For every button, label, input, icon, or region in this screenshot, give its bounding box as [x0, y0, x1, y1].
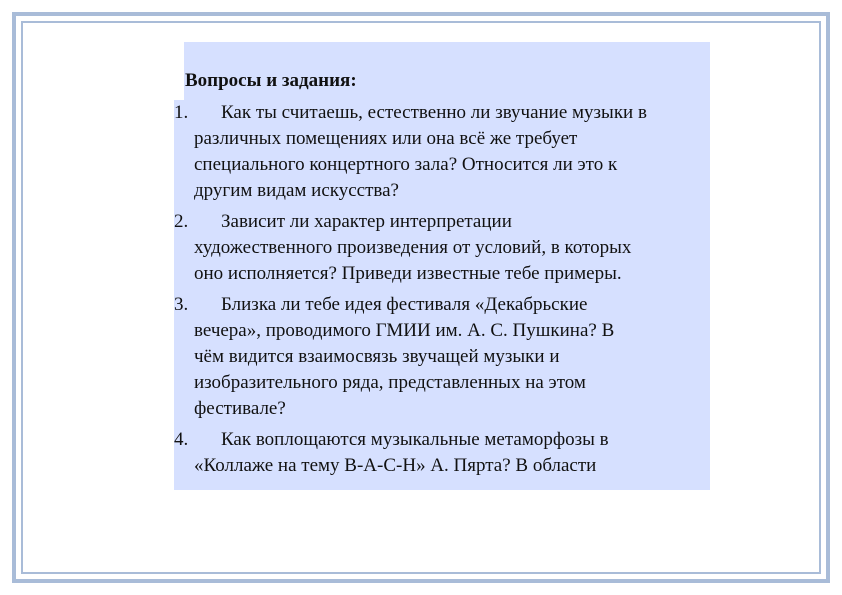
- question-line: «Коллаже на тему В-А-С-Н» А. Пярта? В области: [194, 455, 597, 476]
- question-line: другим видам искусства?: [194, 180, 399, 201]
- question-line: художественного произведения от условий, в которых: [194, 237, 632, 258]
- question-line: фестивале?: [194, 398, 286, 419]
- question-number: 4.: [174, 429, 189, 450]
- question-line: Как ты считаешь, естественно ли звучание музыки в: [221, 102, 647, 123]
- questions-text: [174, 68, 710, 484]
- question-item-1: [174, 100, 710, 204]
- question-line: Зависит ли характер интерпретации: [221, 211, 512, 232]
- question-number: 3.: [174, 294, 189, 315]
- question-line: вечера», проводимого ГМИИ им. А. С. Пушкина? В: [194, 320, 615, 341]
- question-line: Близка ли тебе идея фестиваля «Декабрьские: [221, 294, 588, 315]
- question-item-3: [174, 292, 710, 422]
- question-line: различных помещениях или она всё же требует: [194, 128, 578, 149]
- questions-heading: Вопросы и задания:: [185, 70, 357, 91]
- question-item-4: [174, 427, 710, 479]
- question-item-2: [174, 209, 710, 287]
- question-line: Как воплощаются музыкальные метаморфозы в: [221, 429, 609, 450]
- question-line: изобразительного ряда, представленных на этом: [194, 372, 586, 393]
- question-line: чём видится взаимосвязь звучащей музыки и: [194, 346, 560, 367]
- question-number: 1.: [174, 102, 189, 123]
- question-line: оно исполняется? Приведи известные тебе примеры.: [194, 263, 622, 284]
- question-number: 2.: [174, 211, 189, 232]
- question-line: специального концертного зала? Относится ли это к: [194, 154, 618, 175]
